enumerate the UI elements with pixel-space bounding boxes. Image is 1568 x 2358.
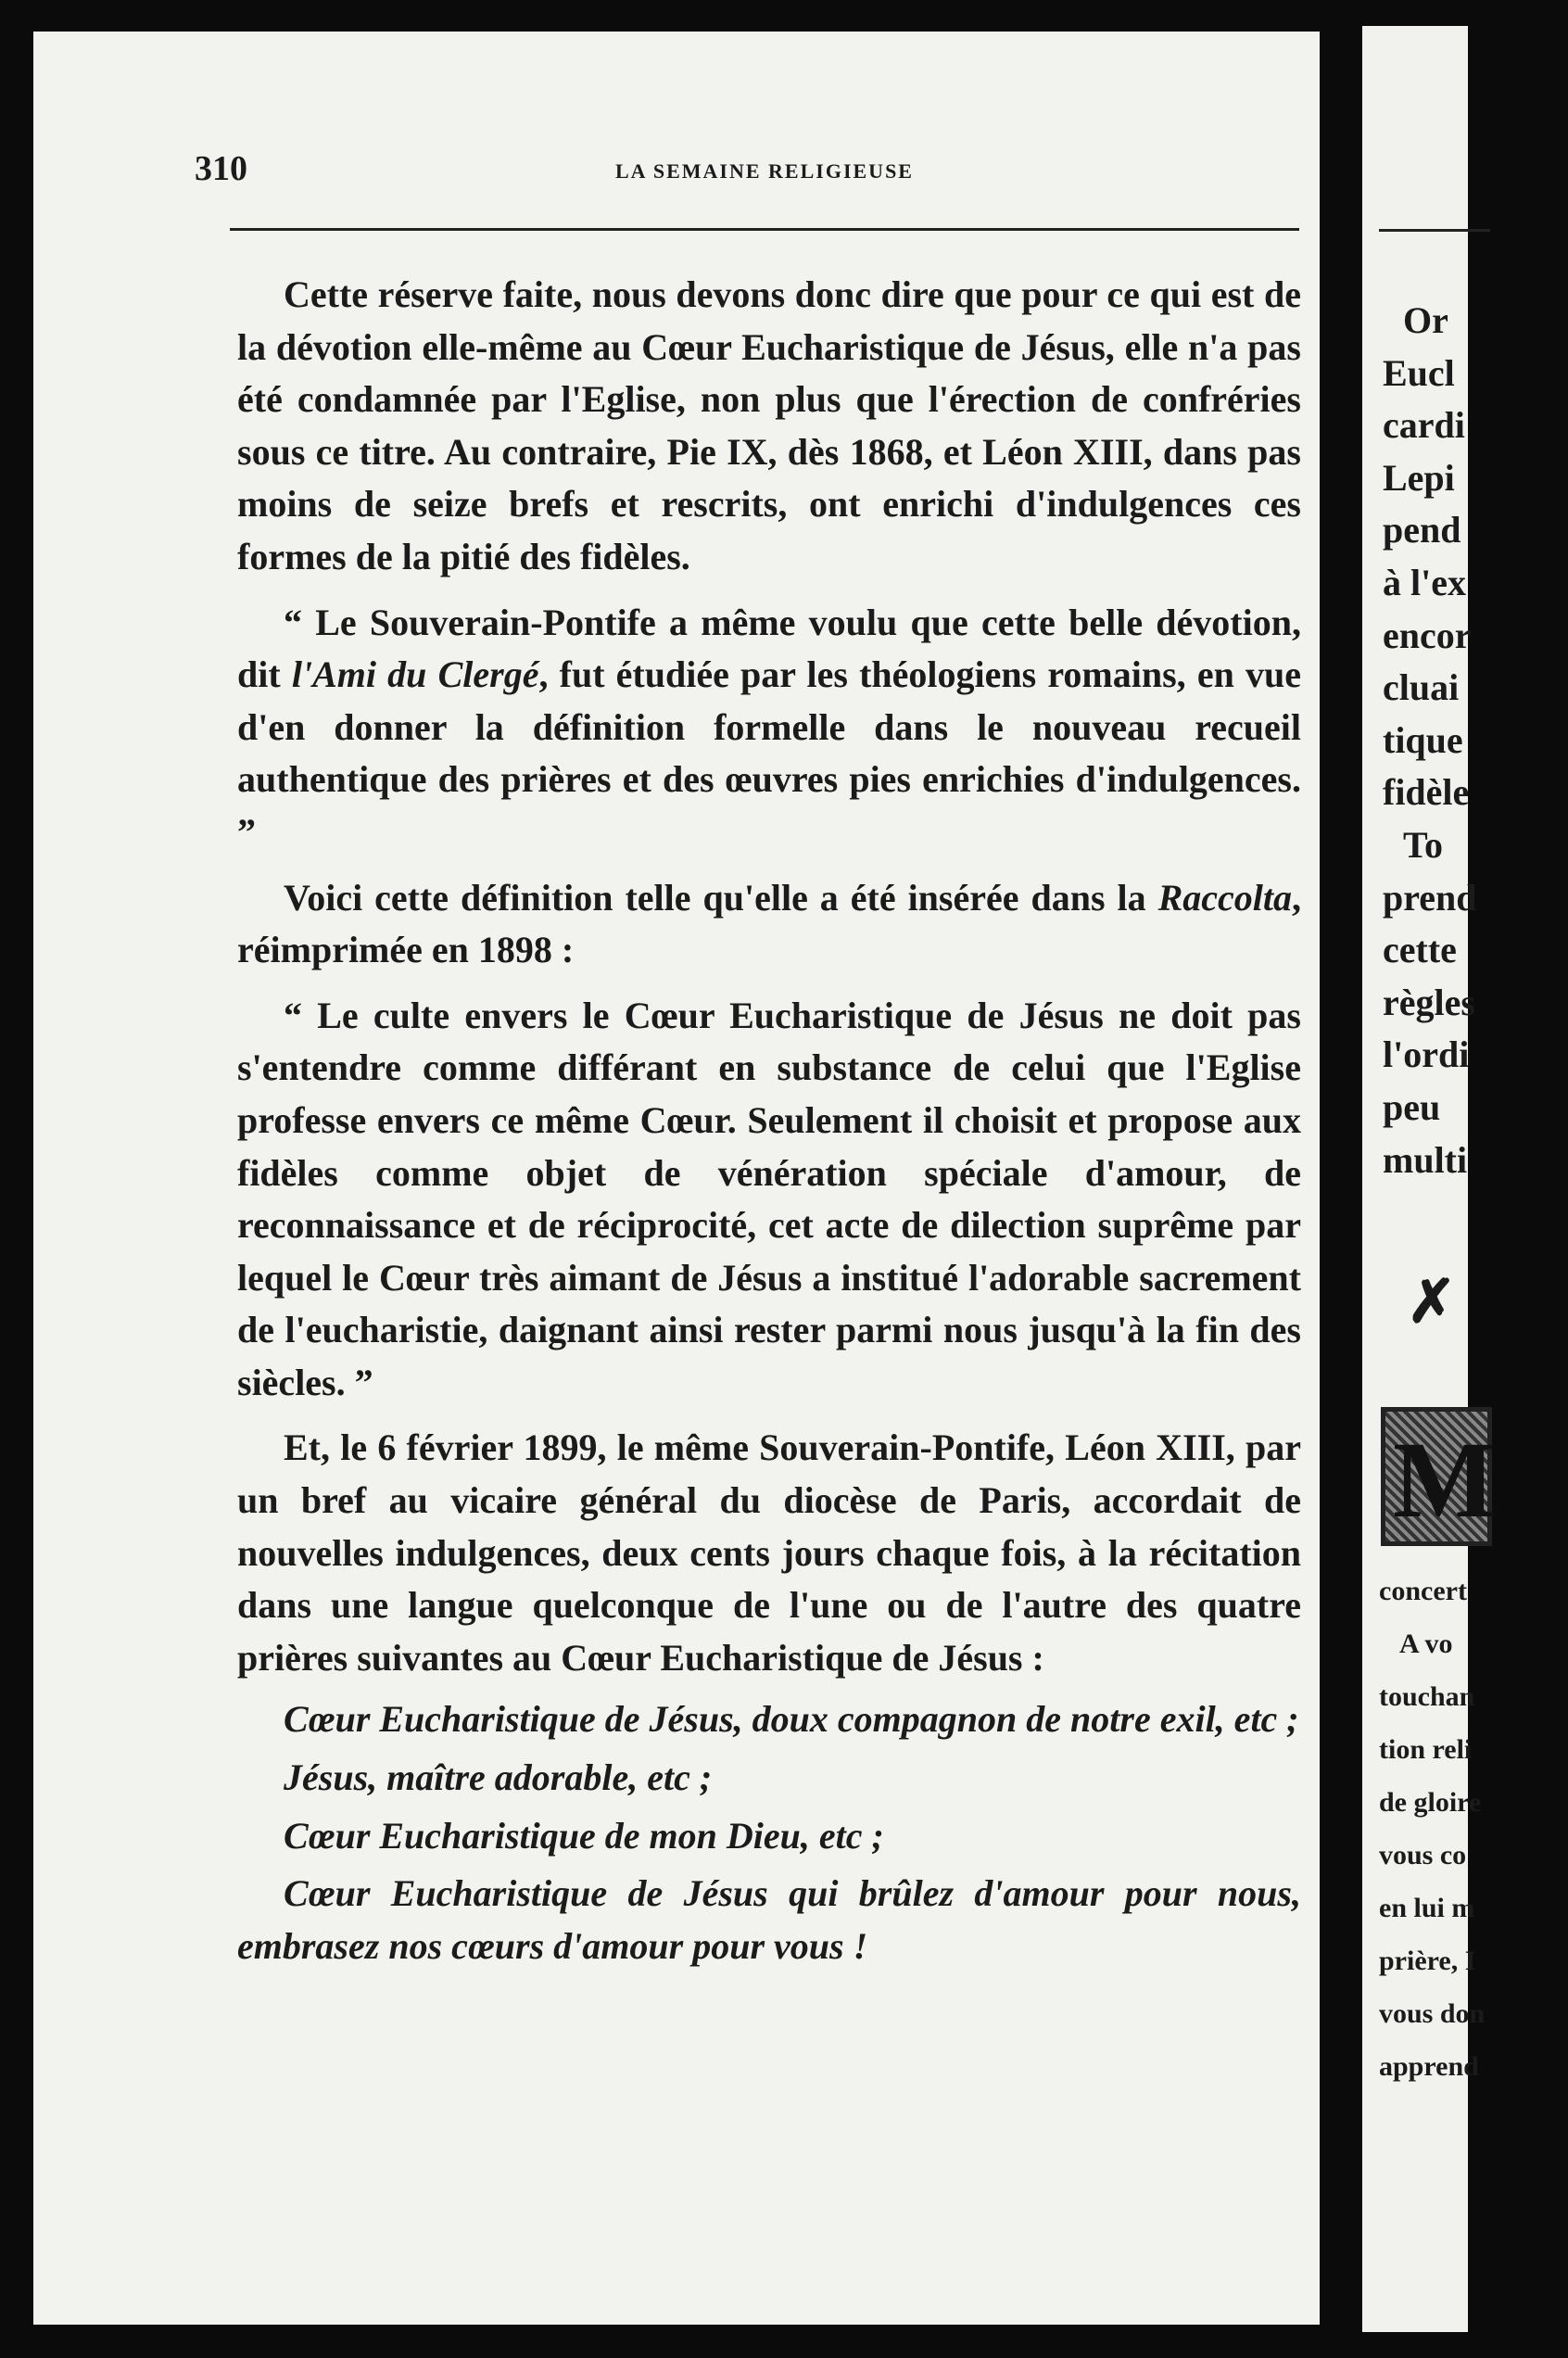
prayer-line: Cœur Eucharistique de Jésus qui brûlez d'amour pour nous, embrasez nos cœurs d'amour pour vous ! xyxy=(237,1872,1301,1967)
text-line: fidèle xyxy=(1383,771,1470,814)
text-run: , fut étudiée par les théologiens romains, en vue d'en donner la définition formelle dans le nouveau recueil authentique des prières et des œuvres pies enrichies d'indulgences. ” xyxy=(237,653,1301,853)
text-line: en lui m xyxy=(1379,1893,1475,1923)
header-rule xyxy=(1379,229,1490,232)
paragraph xyxy=(237,597,1301,859)
text-line: à l'ex xyxy=(1383,561,1466,603)
paragraph: Et, le 6 février 1899, le même Souverain-Pontife, Léon XIII, par un bref au vicaire général du diocèse de Paris, accordait de nouvelles indulgences, deux cents jours chaque fois, à la récitation dans une langue quelconque de l'une ou de l'autre des quatre prières suivantes au Cœur Eucharistique de Jésus : xyxy=(237,1426,1301,1679)
text-line: prend xyxy=(1383,876,1477,919)
book-page-right-edge xyxy=(1362,26,1497,2332)
text-line: touchan xyxy=(1379,1681,1475,1712)
paragraph: “ Le culte envers le Cœur Eucharistique de Jésus ne doit pas s'entendre comme différant en substance de celui que l'Eglise professe envers ce même Cœur. Seulement il choisit et propose aux fidèles comme objet de vénération spéciale d'amour, de reconnaissance et de réciprocité, cet acte de dilection suprême par lequel le Cœur très aimant de Jésus a institué l'adorable sacrement de l'eucharistie, daignant ainsi rester parmi nous jusqu'à la fin des siècles. ” xyxy=(237,994,1301,1403)
text-line: peu xyxy=(1383,1085,1441,1128)
text-line: multi xyxy=(1383,1138,1468,1181)
text-line: To xyxy=(1403,823,1444,866)
text-run: Voici cette définition telle qu'elle a été insérée dans la xyxy=(284,876,1158,919)
text-line: règles xyxy=(1383,981,1475,1023)
text-line: concert xyxy=(1379,1576,1467,1606)
cited-title: Raccolta xyxy=(1157,876,1292,919)
page-body xyxy=(237,269,1301,1972)
text-line: cluai xyxy=(1383,666,1460,709)
prayer-line: Cœur Eucharistique de mon Dieu, etc ; xyxy=(284,1814,884,1857)
text-line: cardi xyxy=(1383,404,1465,447)
text-line: Lepi xyxy=(1383,456,1455,499)
text-line: tique xyxy=(1383,718,1463,761)
text-line: A vo xyxy=(1399,1629,1453,1659)
text-run: , réimprimée en 1898 : xyxy=(237,876,1301,971)
fleuron-ornament: ✗ xyxy=(1407,1269,1457,1335)
text-line: l'ordi xyxy=(1383,1033,1470,1076)
prayer-line: Jésus, maître adorable, etc ; xyxy=(284,1756,713,1799)
text-line: cette xyxy=(1383,929,1457,971)
text-run: “ Le Souverain-Pontife a même voulu que cette belle dévotion, dit xyxy=(237,601,1301,696)
paragraph xyxy=(237,872,1301,977)
header-rule xyxy=(230,228,1299,231)
text-line: encor xyxy=(1383,614,1472,656)
text-line: tion reli xyxy=(1379,1734,1473,1765)
text-line: de gloire xyxy=(1379,1787,1482,1818)
prayer-line: Cœur Eucharistique de Jésus, doux compagnon de notre exil, etc ; xyxy=(284,1698,1299,1741)
text-line: pend xyxy=(1383,509,1461,551)
drop-cap-ornament xyxy=(1381,1407,1497,1546)
cited-title: l'Ami du Clergé xyxy=(291,653,539,696)
paragraph: Cette réserve faite, nous devons donc dire que pour ce qui est de la dévotion elle-même au Cœur Eucharistique de Jésus, elle n'a pas été condamnée par l'Eglise, non plus que l'érection de confréries sous ce titre. Au contraire, Pie IX, dès 1868, et Léon XIII, dans pas moins de seize brefs et rescrits, ont enrichi d'indulgences ces formes de la pitié des fidèles. xyxy=(237,273,1301,577)
page-header xyxy=(195,148,1297,204)
text-line: apprend xyxy=(1379,2051,1479,2082)
page-number: 310 xyxy=(195,149,247,188)
facing-page-small-text xyxy=(1379,1565,1564,2093)
facing-page-text xyxy=(1383,295,1568,1186)
text-line: prière, I xyxy=(1379,1946,1476,1976)
text-line: Eucl xyxy=(1383,351,1455,394)
text-line: Or xyxy=(1403,299,1448,341)
drop-cap-letter: M xyxy=(1393,1419,1497,1540)
text-line: vous co xyxy=(1379,1840,1467,1870)
running-title: LA SEMAINE RELIGIEUSE xyxy=(615,159,914,183)
text-line: vous don xyxy=(1379,1998,1486,2029)
